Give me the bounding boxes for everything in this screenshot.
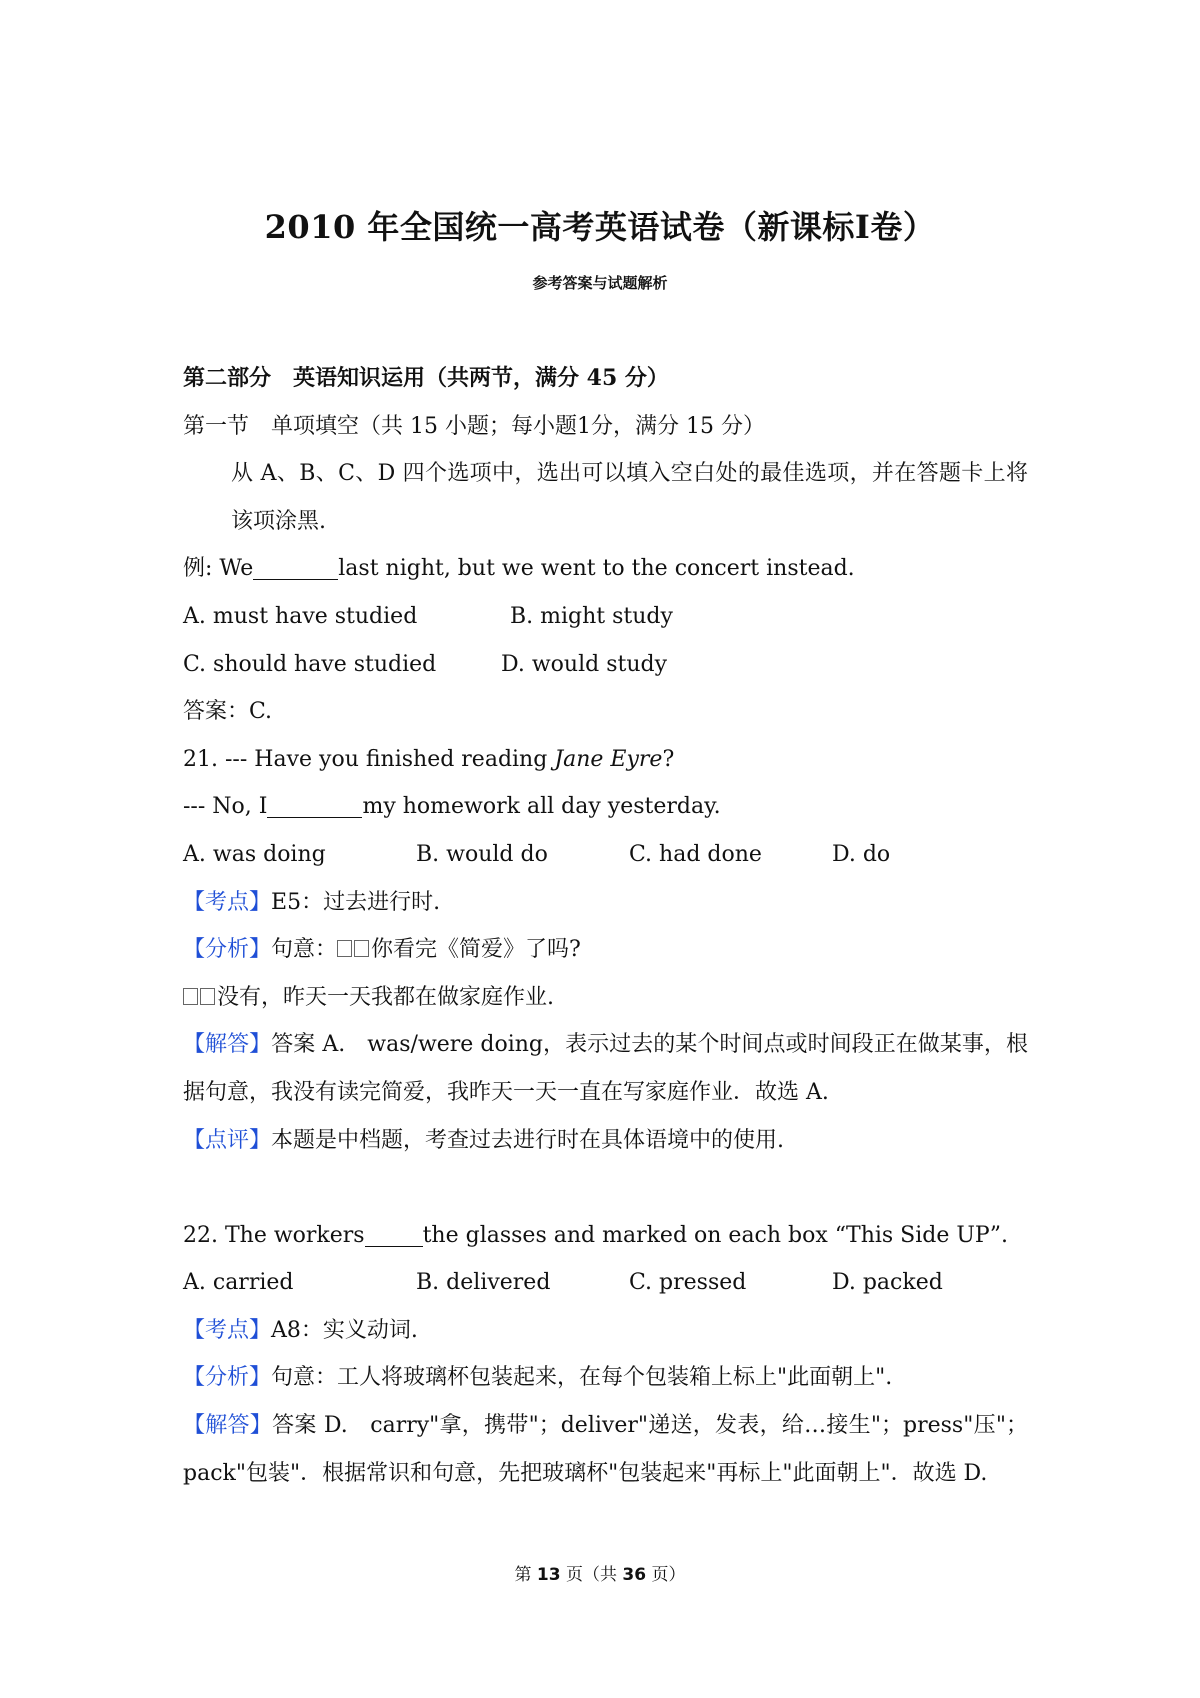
q21-options — [183, 831, 1028, 879]
q22-prefix: 22. The workers — [183, 1222, 365, 1248]
fenxi-tag: 【分析】 — [183, 937, 272, 963]
part-heading: 第二部分 英语知识运用（共两节，满分 45 分） — [183, 365, 669, 391]
example-answer: 答案：C. — [183, 699, 273, 725]
missing-glyph-icon — [200, 988, 215, 1005]
section-heading: 第一节 单项填空（共 15 小题；每小题1分，满分 15 分） — [183, 413, 765, 439]
q21-option-c: C. had done — [629, 841, 762, 867]
missing-glyph-icon — [183, 988, 198, 1005]
q22-jieda — [183, 1402, 1028, 1497]
example-option-b: B. might study — [510, 603, 673, 629]
example-options-row-1 — [183, 593, 1028, 641]
q21-jieda — [183, 1021, 1028, 1116]
q22-kaodian — [183, 1307, 1028, 1355]
q22-fenxi — [183, 1354, 1028, 1402]
q22-options — [183, 1259, 1028, 1307]
instructions: 从 A、B、C、D 四个选项中，选出可以填入空白处的最佳选项，并在答题卡上将该项涂黑. — [231, 461, 1028, 534]
q21-line2-prefix: --- No, I — [183, 794, 268, 820]
example-option-c: C. should have studied — [183, 651, 437, 677]
answer-blank — [253, 559, 338, 580]
example-question — [183, 545, 1028, 593]
q21-line-2 — [183, 783, 1028, 831]
kaodian-tag: 【考点】 — [183, 1317, 272, 1343]
example-option-a: A. must have studied — [183, 603, 418, 629]
q21-fenxi-text-2: 没有，昨天一天我都在做家庭作业. — [217, 984, 554, 1010]
q21-fenxi-text: 你看完《简爱》了吗? — [371, 937, 581, 963]
q21-suffix: ? — [662, 746, 675, 772]
document-body — [183, 355, 1028, 1497]
q21-option-a: A. was doing — [183, 841, 326, 867]
q22-suffix: the glasses and marked on each box “This Side UP”. — [422, 1222, 1008, 1248]
page-subtitle: 参考答案与试题解析 — [532, 274, 668, 292]
q21-dianping — [183, 1117, 1028, 1165]
q22-kaodian-text: A8：实义动词. — [271, 1317, 418, 1343]
footer-middle: 页（共 — [560, 1565, 623, 1585]
jieda-tag: 【解答】 — [183, 1413, 273, 1439]
q21-fenxi-label: 句意： — [271, 937, 338, 963]
q22-option-d: D. packed — [832, 1270, 943, 1296]
example-option-d: D. would study — [501, 651, 668, 677]
answer-blank — [267, 797, 362, 818]
kaodian-tag: 【考点】 — [183, 889, 272, 915]
q21-option-b: B. would do — [416, 841, 548, 867]
q21-book-title: Jane Eyre — [554, 746, 663, 772]
q22-option-c: C. pressed — [629, 1270, 747, 1296]
q21-dianping-text: 本题是中档题，考查过去进行时在具体语境中的使用. — [271, 1127, 785, 1153]
missing-glyph-icon — [354, 940, 369, 957]
q21-fenxi-line-2 — [183, 974, 1028, 1022]
q21-option-d: D. do — [832, 841, 891, 867]
q21-prefix: 21. --- Have you finished reading — [183, 746, 555, 772]
q22-option-a: A. carried — [183, 1270, 294, 1296]
q22-option-b: B. delivered — [416, 1270, 551, 1296]
footer-prefix: 第 — [514, 1565, 537, 1585]
spacer — [183, 1164, 1028, 1212]
q21-line2-suffix: my homework all day yesterday. — [362, 794, 721, 820]
q21-jieda-text: 答案 A. was/were doing，表示过去的某个时间点或时间段正在做某事，根据句意，我没有读完简爱，我昨天一天一直在写家庭作业．故选 A. — [183, 1032, 1028, 1105]
page-footer — [0, 1560, 1200, 1585]
example-suffix: last night, but we went to the concert instead. — [338, 556, 855, 582]
answer-blank — [365, 1226, 423, 1247]
dianping-tag: 【点评】 — [183, 1127, 272, 1153]
page-number: 13 — [536, 1565, 561, 1585]
missing-glyph-icon — [337, 940, 352, 957]
example-prefix: 例: We — [183, 556, 254, 582]
example-options-row-2 — [183, 641, 1028, 689]
fenxi-tag: 【分析】 — [183, 1365, 272, 1391]
page-title: 2010 年全国统一高考英语试卷（新课标I卷） — [264, 208, 936, 246]
q21-kaodian — [183, 879, 1028, 927]
q22-line-1 — [183, 1212, 1028, 1260]
q21-fenxi — [183, 926, 1028, 974]
q21-line-1 — [183, 736, 1028, 784]
jieda-tag: 【解答】 — [183, 1032, 272, 1058]
q22-jieda-text: 答案 D. carry"拿，携带"；deliver"递送，发表，给…接生"；press"压"；pack"包装"．根据常识和句意，先把玻璃杯"包装起来"再标上"此面朝上"．故选 D. — [183, 1413, 1028, 1486]
q22-fenxi-text: 句意：工人将玻璃杯包装起来，在每个包装箱上标上"此面朝上". — [271, 1365, 893, 1391]
page-total: 36 — [622, 1565, 647, 1585]
footer-suffix: 页） — [646, 1565, 686, 1585]
q21-kaodian-text: E5：过去进行时. — [271, 889, 441, 915]
